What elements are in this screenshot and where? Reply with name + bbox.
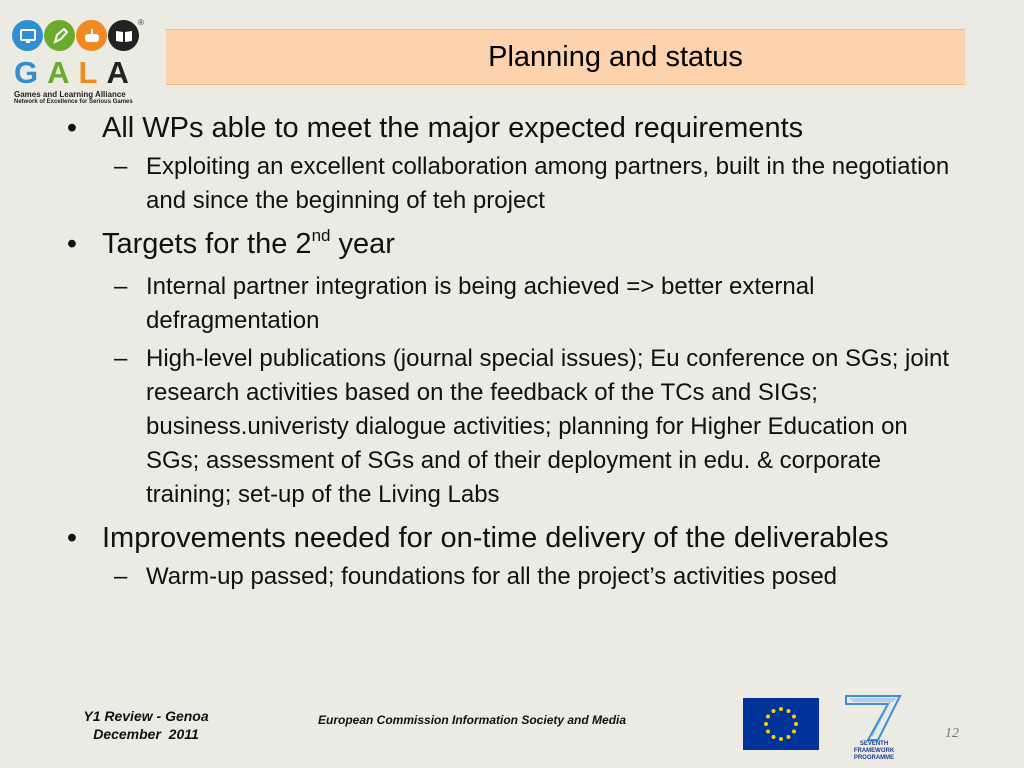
fp7-seven-icon: [838, 690, 908, 742]
bullet-marker: •: [66, 522, 78, 554]
sub-bullet-item: [62, 342, 961, 512]
logo-letter: G: [14, 55, 39, 90]
pen-icon: [44, 20, 75, 51]
bullet-text: Improvements needed for on-time delivery of the deliverables: [102, 522, 889, 554]
footer-event-title: Y1 Review - Genoa: [83, 708, 209, 724]
eu-star: [772, 735, 776, 739]
registered-mark: ®: [138, 18, 144, 27]
eu-star: [779, 737, 783, 741]
logo-letter: A: [47, 55, 70, 90]
bullet-text-part: year: [330, 228, 395, 260]
eu-flag-icon: [743, 698, 819, 750]
bullet-text-part: Targets for the 2: [102, 228, 312, 260]
monitor-icon: [12, 20, 43, 51]
sub-bullet-text: Exploiting an excellent collaboration among partners, built in the negotiation and since the beginning of teh project: [146, 153, 950, 214]
sub-bullet-item: [62, 270, 961, 338]
bullet-text: [102, 228, 395, 260]
sub-bullet-item: [62, 560, 961, 594]
eu-star: [787, 735, 791, 739]
slide-title-bar: [166, 29, 965, 85]
eu-star: [792, 715, 796, 719]
footer-sponsor: European Commission Information Society and Media: [318, 713, 627, 727]
bullet-item: [62, 520, 982, 556]
page-number: 12: [945, 726, 959, 741]
bullet-marker: •: [66, 112, 78, 144]
sub-bullet-text: Internal partner integration is being achieved => better external defragmentation: [146, 273, 815, 334]
logo-icons: [12, 20, 139, 51]
fp7-caption-line: SEVENTH FRAMEWORK: [853, 741, 895, 754]
bullet-item: [62, 226, 982, 266]
sub-bullet-text: High-level publications (journal special issues); Eu conference on SGs; joint research activities based on the feedback of the TCs and SIGs; business.univeristy dialogue activities; planning for Higher Education on SGs; assessment of SGs and of their deployment in edu. & corporate training; set-up of the Living Labs: [146, 345, 950, 508]
dash-marker: –: [114, 273, 128, 300]
dash-marker: –: [114, 153, 128, 180]
slide-title: Planning and status: [488, 40, 743, 73]
eu-star: [766, 730, 770, 734]
eu-star: [772, 709, 776, 713]
logo-letter: A: [106, 55, 129, 90]
logo-wordmark: [14, 56, 129, 90]
bullet-item: [62, 110, 982, 146]
fp7-caption-line: PROGRAMME: [853, 755, 895, 761]
slide-body: [62, 102, 982, 594]
eu-star: [766, 715, 770, 719]
dash-marker: –: [114, 345, 128, 372]
ordinal-suffix: nd: [311, 226, 331, 245]
eu-star: [779, 707, 783, 711]
logo-letter: L: [78, 55, 98, 90]
bullet-marker: •: [66, 228, 78, 260]
sub-bullet-item: [62, 150, 961, 218]
sub-bullet-text: Warm-up passed; foundations for all the project’s activities posed: [146, 563, 838, 590]
eu-star: [792, 730, 796, 734]
fp7-caption: [840, 741, 908, 762]
gamepad-icon: [76, 20, 107, 51]
dash-marker: –: [114, 563, 128, 590]
footer-event-date: December 2011: [93, 726, 199, 742]
book-icon: [108, 20, 139, 51]
gala-logo: [8, 14, 150, 104]
eu-star: [794, 722, 798, 726]
eu-star: [787, 709, 791, 713]
logo-tagline: Network of Excellence for Serious Games: [14, 99, 133, 105]
logo-subtitle: Games and Learning Alliance: [14, 90, 126, 99]
footer-event: [62, 707, 230, 743]
eu-star: [764, 722, 768, 726]
bullet-text: All WPs able to meet the major expected requirements: [102, 112, 804, 144]
